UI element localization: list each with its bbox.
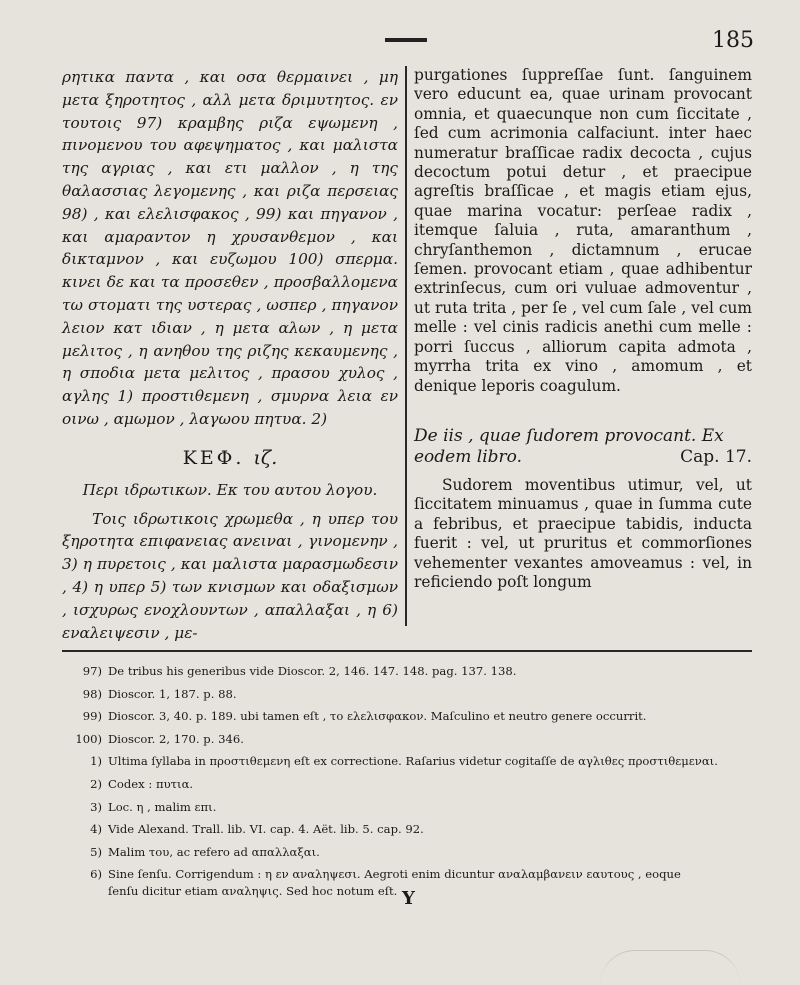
greek-column	[62, 66, 398, 644]
column-divider	[405, 66, 407, 626]
chapter-label: ΚΕΦ.	[182, 446, 245, 469]
footnote-number: 1)	[90, 754, 102, 769]
latin-paragraph-2: Sudorem moventibus utimur, vel, ut ſiccitatem minuamus , quae in ſumma cute a febribus, et praecipue tabidis, inducta fuerit : vel, ut pruritus et commorſiones vehementer vexantes amoveamus : vel, in reficiendo poſt longum	[414, 475, 752, 591]
footnote-continuation-text: ſenſu dicitur etiam αναληψις. Sed hoc notum eſt.	[108, 883, 398, 898]
chapter-number: ιζ.	[253, 446, 278, 469]
footnote-number: 97)	[82, 664, 102, 678]
footnote	[62, 660, 762, 683]
footnote	[62, 841, 762, 864]
footnote	[62, 796, 762, 819]
chapter-subtitle: Περι ιδρωτικων. Εκ του αυτου λογου.	[82, 480, 378, 499]
footnote	[62, 705, 762, 728]
footnote-number: 4)	[90, 822, 102, 837]
footnote-text: Vide Alexand. Trall. lib. VI. cap. 4. Aët. lib. 5. cap. 92.	[108, 822, 424, 837]
section-title-text: De iis , quae ſudorem provocant. Ex eodem libro.	[414, 425, 724, 467]
latin-column	[414, 66, 752, 592]
signature-mark: Y	[402, 888, 415, 909]
footnote-text: Dioscor. 1, 187. p. 88.	[108, 686, 237, 701]
footnote-number: 6)	[90, 867, 102, 882]
footnote-number: 99)	[82, 709, 102, 724]
footnote-text: Dioscor. 2, 170. p. 346.	[108, 731, 244, 746]
footnote-text: Codex : πυτια.	[108, 776, 194, 791]
section-title	[414, 426, 752, 468]
footnote	[62, 683, 762, 706]
footnote	[62, 818, 762, 841]
footnote	[62, 750, 762, 773]
footnote	[62, 773, 762, 796]
footnote-text: Malim του, ac refero ad απαλλαξαι.	[108, 844, 320, 859]
section-cap: Cap. 17.	[680, 446, 752, 467]
greek-paragraph-1: ρητικα παντα , και οσα θερμαινει , μη μετα ξηροτητος , αλλ μετα δριμυτητος. εν τουτοις 97) κραμβης ριζα εψωμενη , πινομενου του αφεψηματος , και μαλιστα της αγριας , και ετι μαλλον , η της θαλασσιας λεγομενης , και ριζα περσειας 98) , και ελελισφακος , 99) και πηγανον , και αμαραντον η χρυσανθεμον , και δικταμνον , και ευζωμου 100) σπερμα. κινει δε και τα προσεθεν , προσβαλλομενα τω στοματι της υστερας , ωσπερ , πηγανον λειον κατ ιδιαν , η μετα αλων , η μετα μελιτος , η ανηθου της ριζης κεκαυμενης , η σποδια μετα μελιτος , πρασου χυλος , αγλης 1) προστιθεμενη , σμυρνα λεια εν οινω , αμωμον , λαγωου πητυα. 2)	[62, 68, 398, 428]
footnote-number: 98)	[82, 686, 102, 701]
footnote-text: Dioscor. 3, 40. p. 189. ubi tamen eſt , το ελελισφακον. Maſculino et neutro genere occurrit.	[108, 709, 647, 724]
paper-crease	[600, 950, 740, 985]
footnote-text: De tribus his generibus vide Dioscor. 2, 146. 147. 148. pag. 137. 138.	[108, 664, 517, 678]
footnote	[62, 728, 762, 751]
footnote-text: Loc. η , malim επι.	[108, 799, 217, 814]
footnote-text: Sine ſenſu. Corrigendum : η εν αναληψεσι. Aegroti enim dicuntur αναλαμβανειν εαυτους , eoque	[108, 867, 681, 882]
footnote-number: 100)	[75, 731, 102, 746]
footnote-rule	[62, 650, 752, 652]
footnote-number: 3)	[90, 799, 102, 814]
latin-paragraph-1: purgationes ſuppreſſae ſunt. ſanguinem vero educunt ea, quae urinam provocant omnia, et quaecunque non cum ſiccitate , ſed cum acrimonia calfaciunt. inter haec numeratur braſſicae radix decocta , cujus decoctum potui detur , et praecipue agreſtis braſſicae , et magis etiam ejus, quae marina vocatur: perſeae radix , itemque ſaluia , ruta, amaranthum , chryſanthemon , dictamnum , erucae ſemen. provocant etiam , quae adhibentur extrinſecus, cum ori vuluae admoventur , ut ruta trita , per ſe , vel cum ſale , vel cum melle : vel cinis radicis anethi cum melle : porri ſuccus , alliorum capita admota , myrrha trita ex vino , amomum , et denique leporis coagulum.	[414, 66, 752, 395]
footnote-number: 5)	[90, 844, 102, 859]
greek-paragraph-2: Τοις ιδρωτικοις χρωμεθα , η υπερ του ξηροτητα επιφανειας ανειναι , γινομενην , 3) η πυρετοις , και μαλιστα μαρασμωδεσιν , 4) η υπερ 5) των κνισμων και οδαξισμων , ισχυρως ενοχλουντων , απαλλαξαι , η 6) εναλειψεσιν , με-	[62, 509, 398, 642]
footnotes	[62, 660, 762, 903]
footnote-number: 2)	[90, 776, 102, 791]
chapter-heading	[62, 447, 398, 469]
header-rule	[385, 38, 427, 42]
footnote-text: Ultima ſyllaba in προστιθεμενη eſt ex correctione. Raſarius videtur cogitaſſe de αγλιθες προστιθεμεναι.	[108, 754, 718, 769]
page-number: 185	[712, 28, 754, 53]
